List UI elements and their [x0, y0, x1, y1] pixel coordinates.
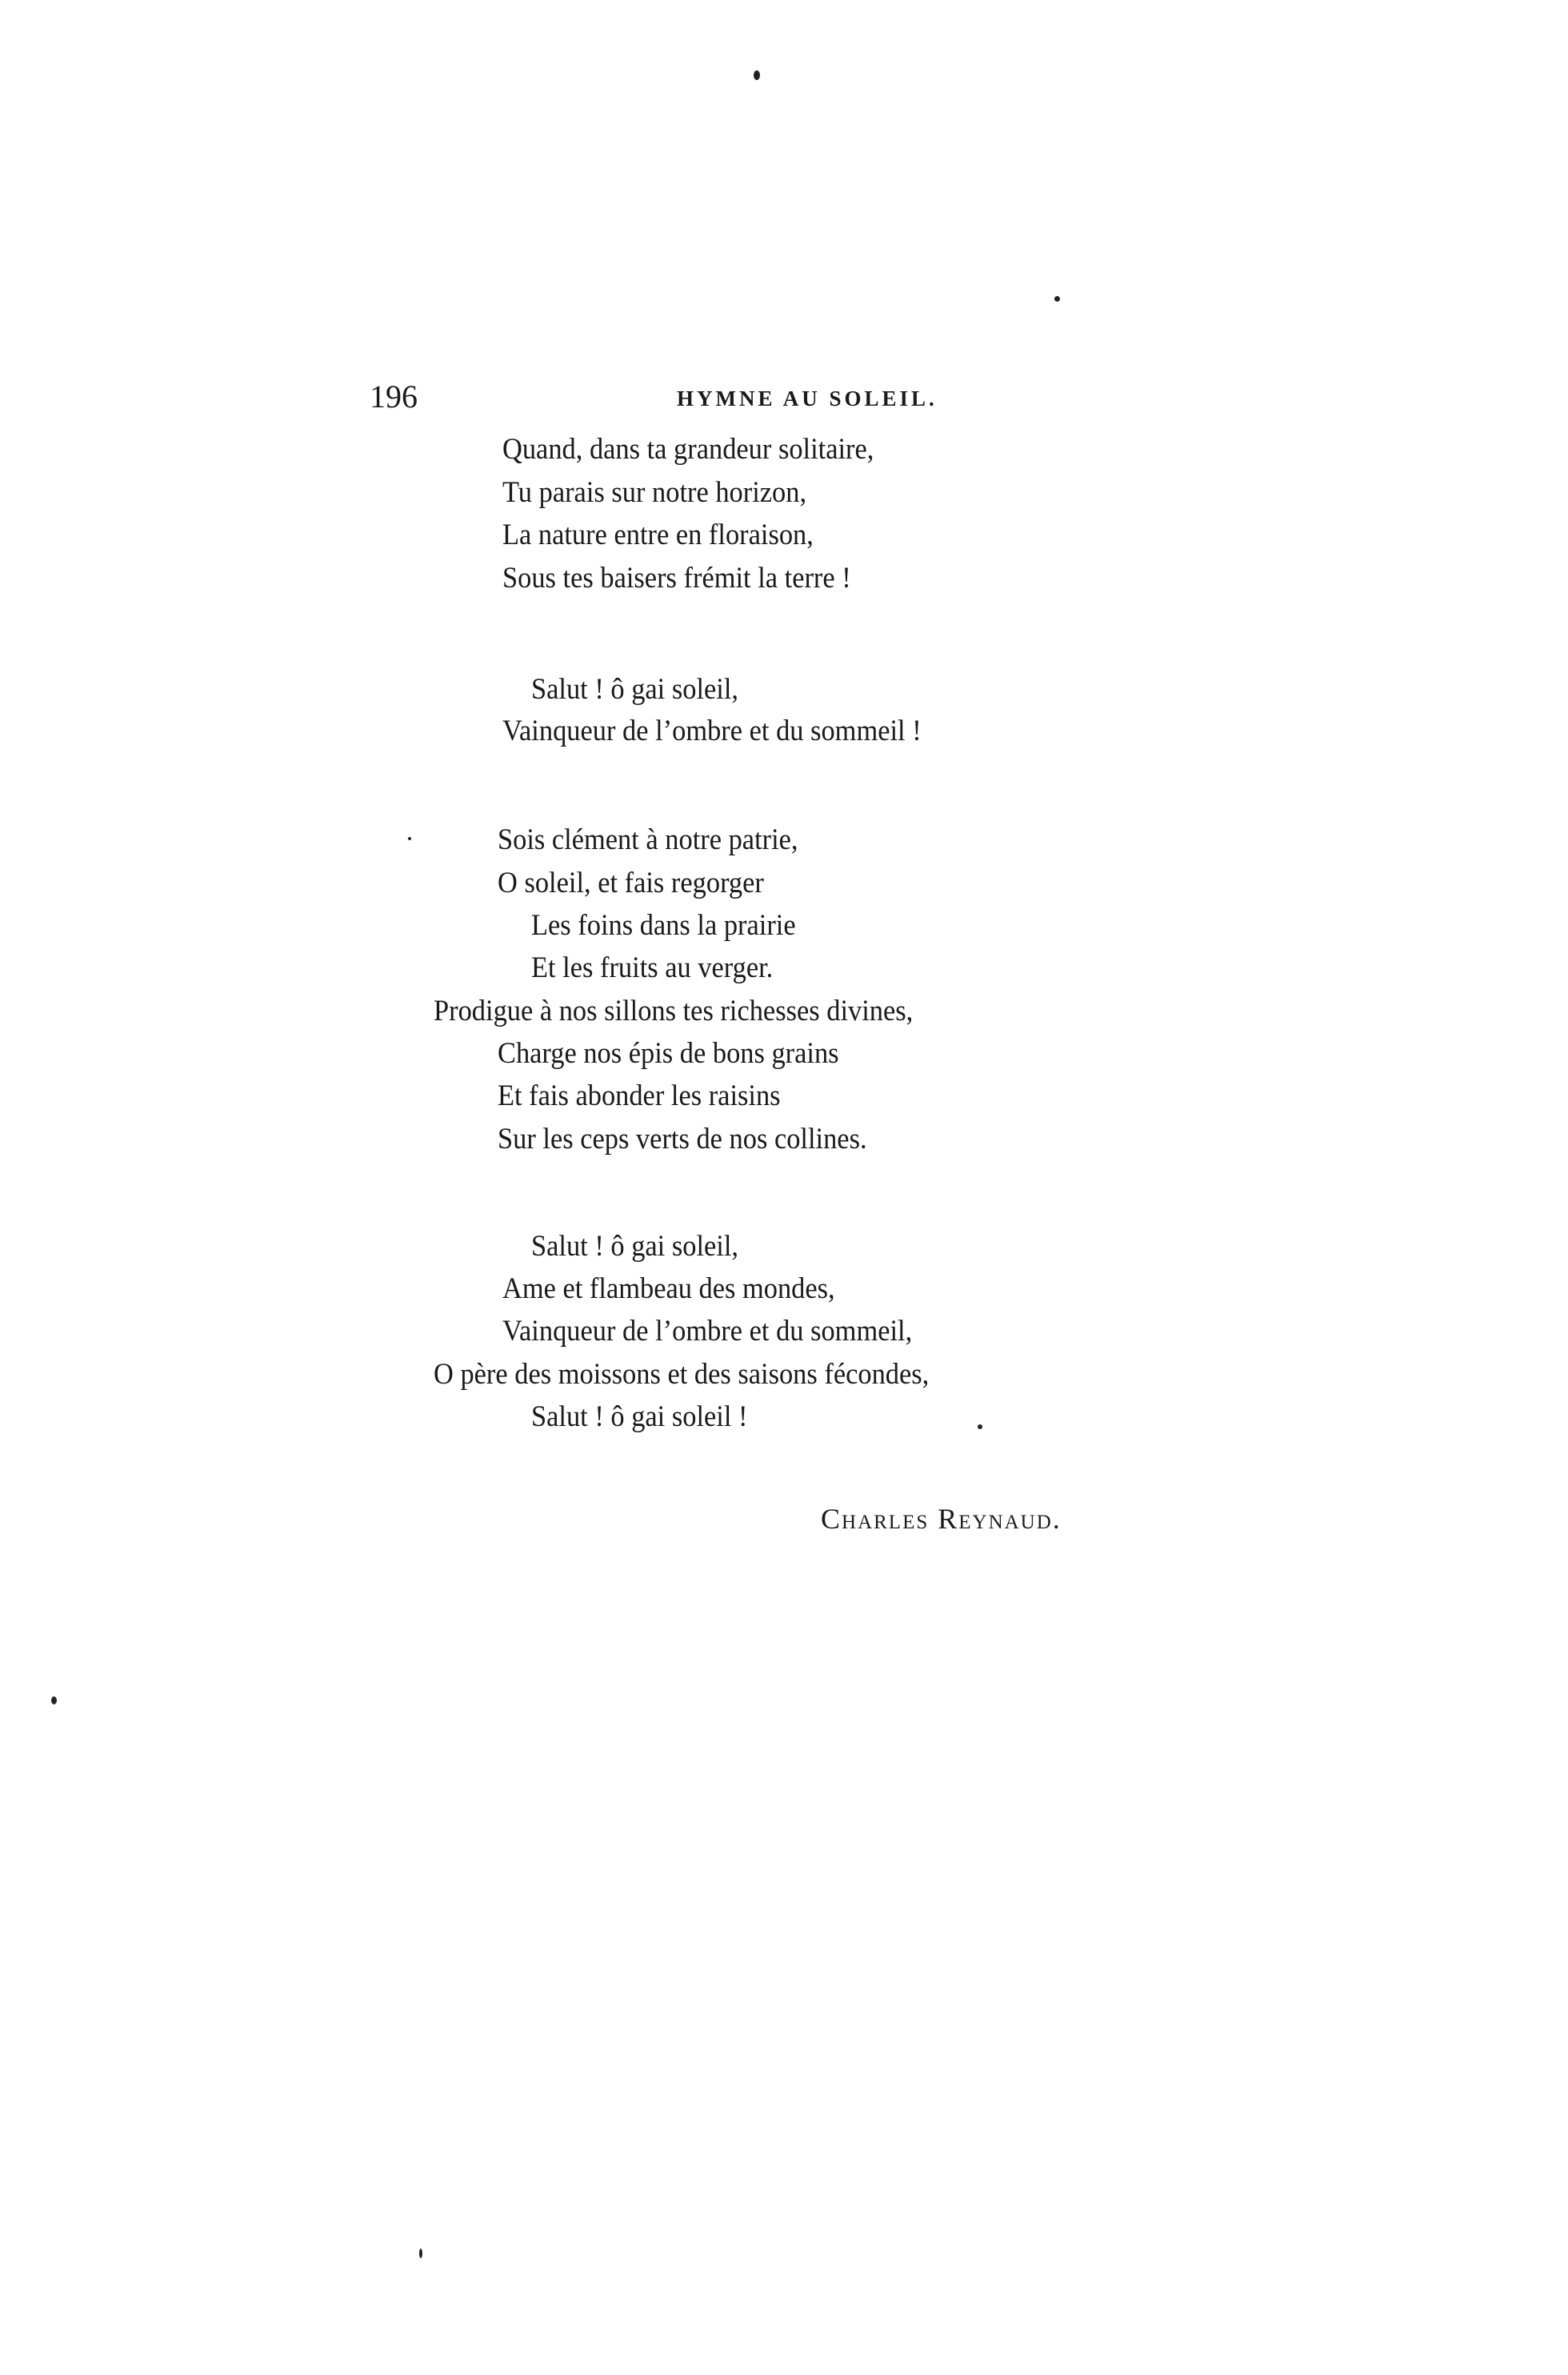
poem-line: Charge nos épis de bons grains: [498, 1037, 839, 1070]
poem-line: Et les fruits au verger.: [531, 951, 774, 984]
poem-line: Sur les ceps verts de nos collines.: [498, 1123, 867, 1155]
refrain-line: Salut ! ô gai soleil,: [531, 673, 739, 706]
refrain-line: Salut ! ô gai soleil !: [531, 1400, 748, 1433]
refrain-line: Salut ! ô gai soleil,: [531, 1230, 739, 1263]
scan-speck: [754, 70, 760, 80]
author-signature: Charles Reynaud.: [821, 1503, 1062, 1535]
poem-line: La nature entre en floraison,: [502, 519, 814, 551]
poem-line: Et fais abonder les raisins: [498, 1079, 781, 1112]
scan-speck: [978, 1424, 982, 1429]
refrain-line: O père des moissons et des saisons fécondes,: [434, 1358, 930, 1391]
refrain-line: Vainqueur de l’ombre et du sommeil,: [502, 1315, 913, 1348]
poem-line: Sous tes baisers frémit la terre !: [502, 562, 851, 595]
poem-line: Les foins dans la prairie: [531, 909, 796, 942]
scan-speck: [1054, 296, 1060, 302]
poem-line: Prodigue à nos sillons tes richesses divines,: [434, 995, 914, 1027]
refrain-line: Vainqueur de l’ombre et du sommeil !: [502, 715, 922, 747]
page-number: 196: [370, 378, 418, 415]
poem-line: Tu parais sur notre horizon,: [502, 476, 807, 509]
scan-speck: [51, 1696, 57, 1704]
refrain-line: Ame et flambeau des mondes,: [502, 1272, 835, 1305]
poem-line: Sois clément à notre patrie,: [498, 823, 798, 856]
running-title: HYMNE AU SOLEIL.: [677, 386, 938, 411]
scan-speck: [408, 837, 411, 840]
poem-line: O soleil, et fais regorger: [498, 867, 764, 899]
poem-line: Quand, dans ta grandeur solitaire,: [502, 433, 874, 466]
scan-speck: [419, 2249, 422, 2258]
